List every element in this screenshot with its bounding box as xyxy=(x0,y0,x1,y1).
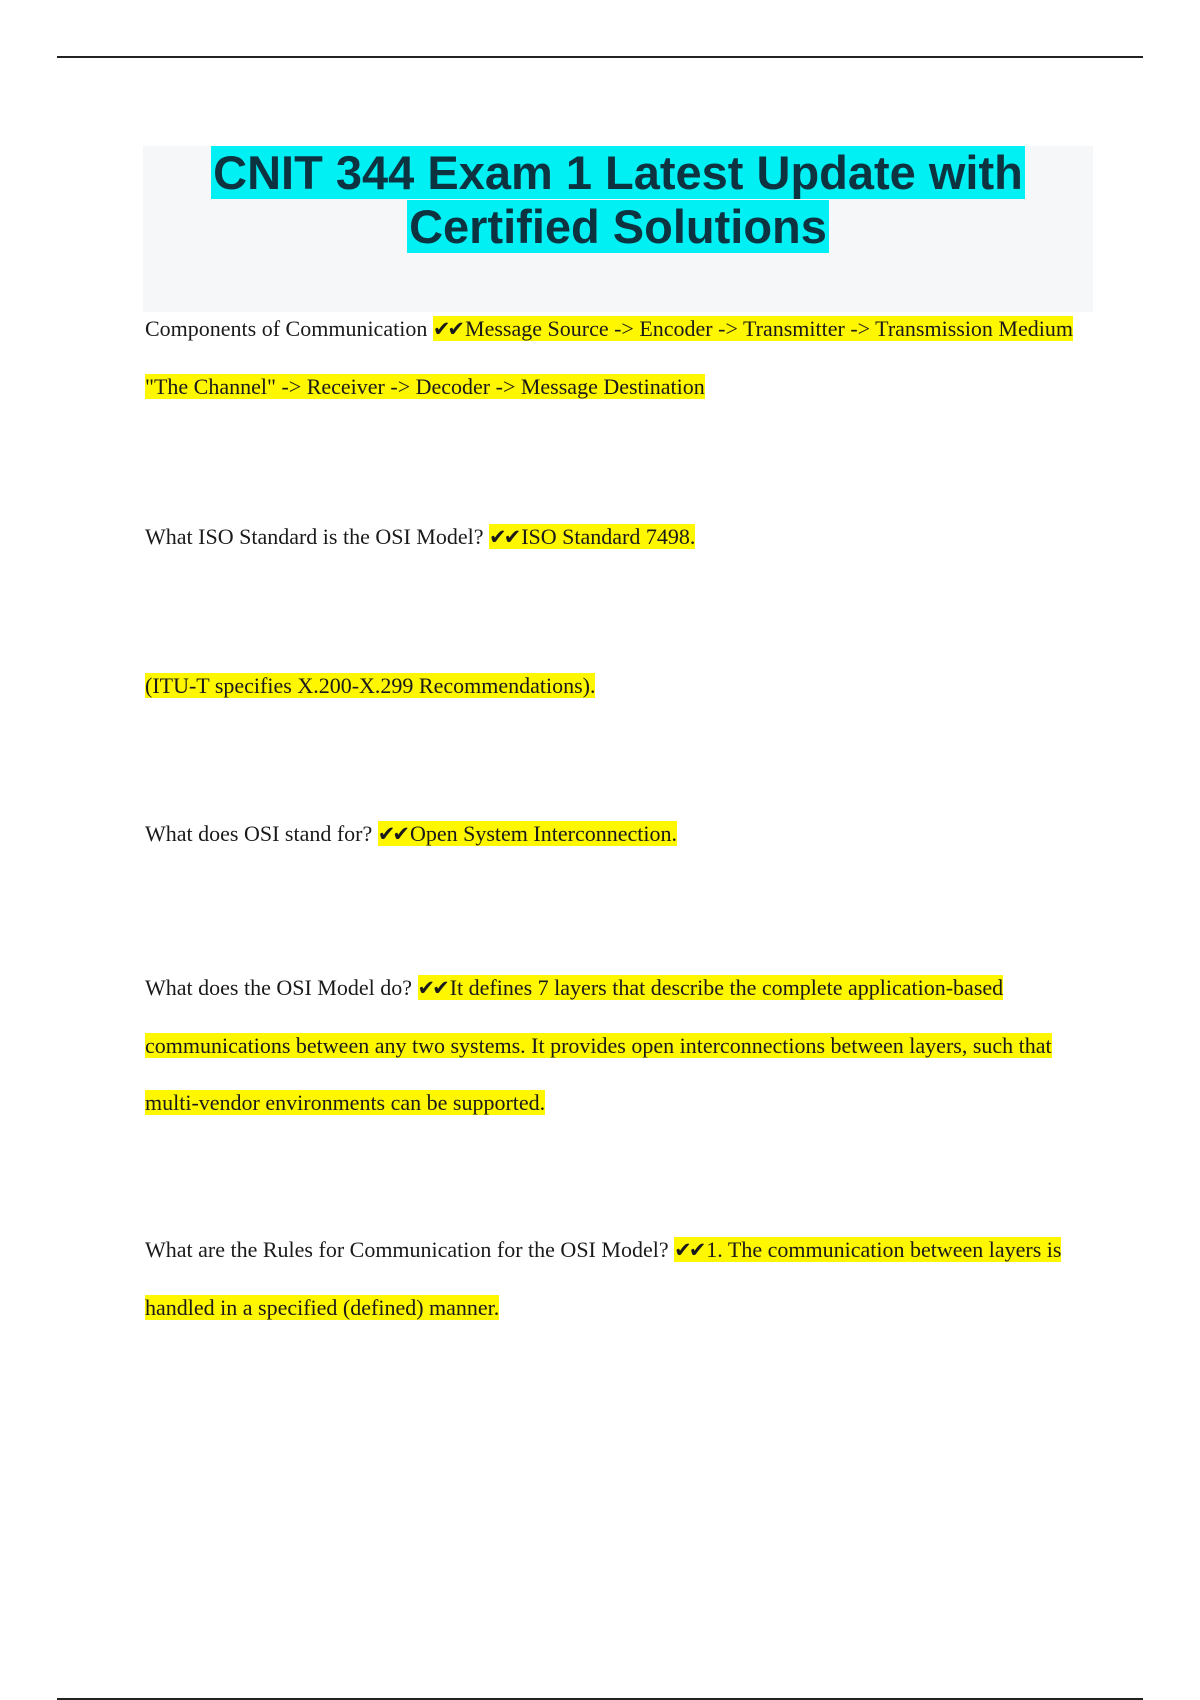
double-check-icon: ✔✔ xyxy=(417,976,447,1000)
question-text: What does the OSI Model do? xyxy=(145,975,412,1000)
title-line-2: Certified Solutions xyxy=(409,200,827,253)
question-text: What ISO Standard is the OSI Model? xyxy=(145,524,484,549)
document-title xyxy=(143,146,1093,254)
answer-text: ✔✔ ISO Standard 7498. xyxy=(489,524,696,549)
answer-continuation: (ITU-T specifies X.200-X.299 Recommendations). xyxy=(145,673,596,698)
answer-text: ✔✔ Open System Interconnection. xyxy=(377,821,677,846)
double-check-icon: ✔✔ xyxy=(377,822,407,846)
double-check-icon: ✔✔ xyxy=(674,1238,704,1262)
qa-item-osi-purpose xyxy=(145,959,1095,1131)
top-rule xyxy=(57,56,1143,58)
qa-item-osi-meaning xyxy=(145,805,1095,863)
title-line-1: CNIT 344 Exam 1 Latest Update with xyxy=(213,146,1023,199)
answer-text: ✔✔ It defines 7 layers that describe the complete application-based communications between any two systems. It provides open interconnections between layers, such that multi-vendor environments can be supported. xyxy=(145,975,1052,1115)
qa-item-components xyxy=(145,300,1095,416)
qa-item-iso-standard xyxy=(145,508,1095,566)
answer-text: ✔✔ 1. The communication between layers is handled in a specified (defined) manner. xyxy=(145,1237,1062,1320)
qa-item-iso-continuation xyxy=(145,657,1095,715)
qa-item-osi-rules xyxy=(145,1221,1095,1337)
answer-text: ✔✔ Message Source -> Encoder -> Transmitter -> Transmission Medium "The Channel" -> Receiver -> Decoder -> Message Destination xyxy=(145,316,1073,399)
question-text: What are the Rules for Communication for the OSI Model? xyxy=(145,1237,669,1262)
title-block xyxy=(143,146,1093,312)
double-check-icon: ✔✔ xyxy=(489,525,519,549)
double-check-icon: ✔✔ xyxy=(432,317,463,341)
question-text: What does OSI stand for? xyxy=(145,821,373,846)
question-text: Components of Communication xyxy=(145,316,428,341)
